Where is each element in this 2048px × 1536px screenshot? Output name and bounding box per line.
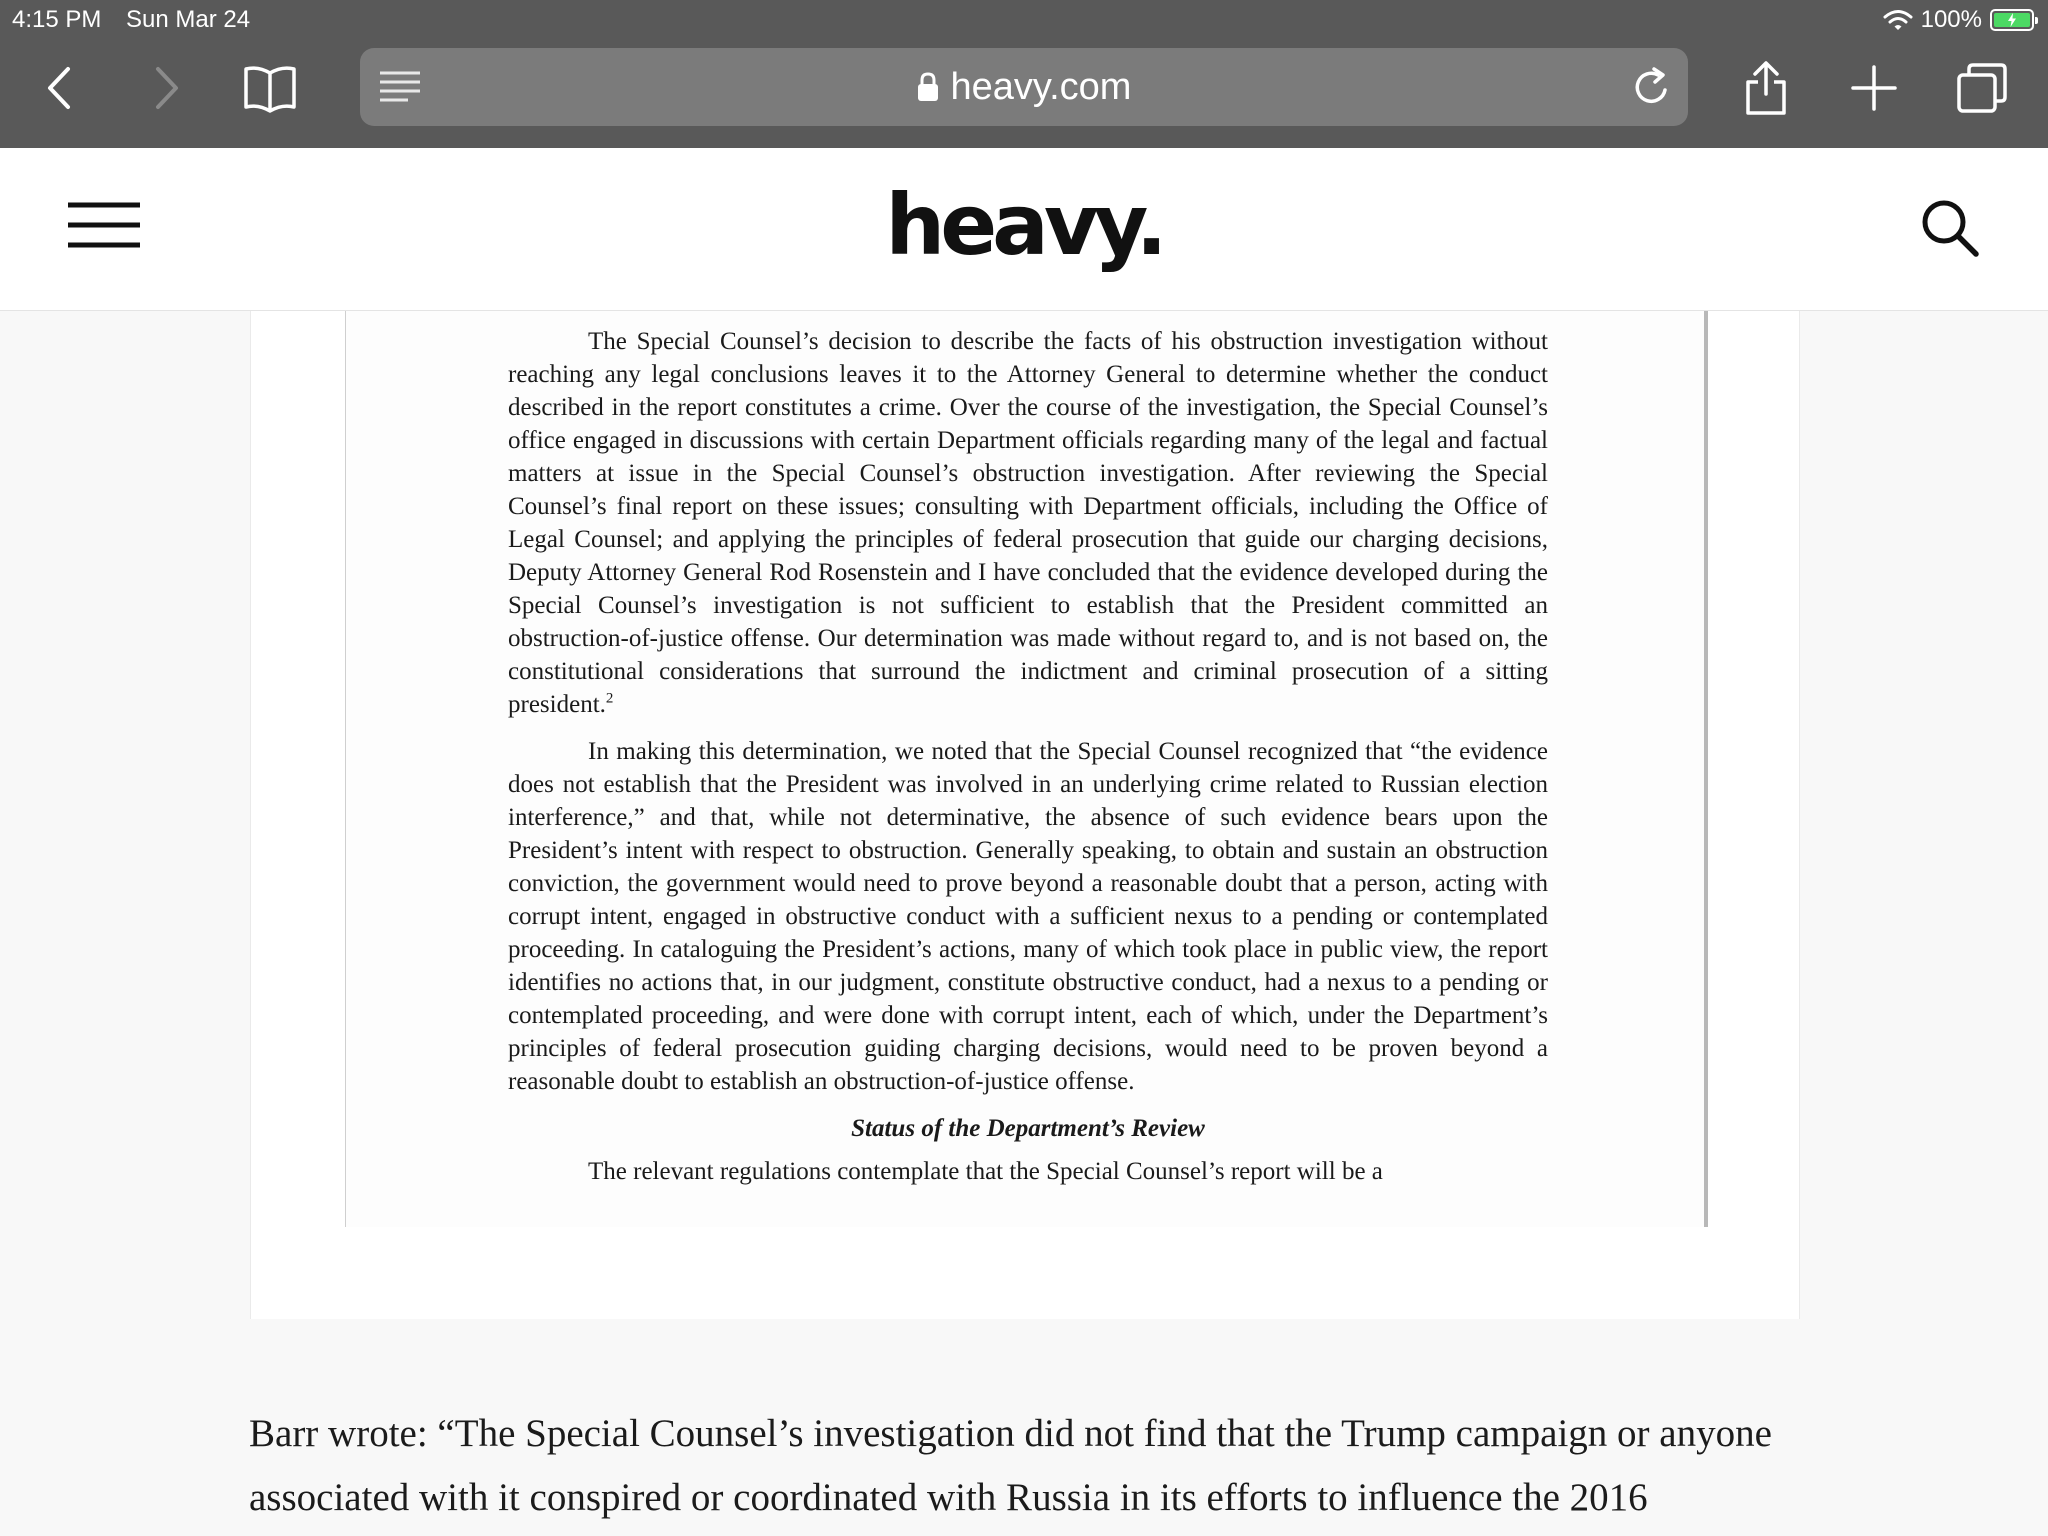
status-date: Sun Mar 24 <box>126 6 251 33</box>
new-tab-icon <box>1850 64 1898 112</box>
letter-section-heading: Status of the Department’s Review <box>851 1115 1205 1142</box>
search-icon <box>1920 198 1980 258</box>
letter-paragraph <box>508 325 1548 721</box>
share-button[interactable] <box>1730 52 1802 124</box>
tabs-icon <box>1956 62 2008 114</box>
new-tab-button[interactable] <box>1838 52 1910 124</box>
forward-icon <box>146 63 186 113</box>
reload-icon <box>1632 66 1672 108</box>
tabs-button[interactable] <box>1946 52 2018 124</box>
url-text: heavy.com <box>950 65 1132 108</box>
site-logo[interactable]: heavy. <box>885 176 1163 274</box>
safari-toolbar <box>0 0 2048 148</box>
article-body <box>249 1402 1799 1530</box>
site-header <box>0 148 2048 311</box>
back-button[interactable] <box>24 52 96 124</box>
reload-button[interactable] <box>1632 66 1672 113</box>
back-icon <box>40 63 80 113</box>
letter-paragraph: In making this determination, we noted that the Special Counsel recognized that “the evidence does not establish that the President was involved in an underlying crime related to Russian election interference,” and that, while not determinative, the absence of such evidence bears upon the President’s intent with respect to obstruction. Generally speaking, to obtain and sustain an obstruction conviction, the government would need to prove beyond a reasonable doubt that a person, acting with corrupt intent, engaged in obstructive conduct with a sufficient nexus to a pending or contemplated proceeding. In cataloguing the President’s actions, many of which took place in public view, the report identifies no actions that, in our judgment, constitute obstructive conduct, had a nexus to a pending or contemplated proceeding, and were done with corrupt intent, each of which, under the Department’s principles of federal prosecution guiding charging decisions, would need to be proven beyond a reasonable doubt to establish an obstruction-of-justice offense. <box>508 738 1548 1095</box>
status-indicators <box>1883 6 2034 34</box>
forward-button[interactable] <box>130 52 202 124</box>
search-button[interactable] <box>1920 198 1980 263</box>
wifi-icon <box>1883 9 1913 31</box>
bookmarks-button[interactable] <box>234 52 306 124</box>
embedded-document-image <box>250 311 1800 1319</box>
status-time: 4:15 PM <box>12 6 102 33</box>
battery-icon <box>1990 9 2034 31</box>
battery-percent: 100% <box>1920 6 1982 33</box>
address-bar[interactable] <box>360 48 1688 126</box>
url-display[interactable] <box>360 48 1688 126</box>
letter-paragraph-text: The Special Counsel’s decision to describe the facts of his obstruction investigation without reaching any legal conclusions leaves it to the Attorney General to determine whether the conduct described in the report constitutes a crime. Over the course of the investigation, the Special Counsel’s office engaged in discussions with certain Department officials regarding many of the legal and factual matters at issue in the Special Counsel’s obstruction investigation. After reviewing the Special Counsel’s final report on these issues; consulting with Department officials, including the Office of Legal Counsel; and applying the principles of federal prosecution that guide our charging decisions, Deputy Attorney General Rod Rosenstein and I have concluded that the evidence developed during the Special Counsel’s investigation is not sufficient to establish that the President committed an obstruction-of-justice offense. Our determination was made without regard to, and is not based on, the constitutional considerations that surround the indictment and criminal prosecution of a sitting president. <box>508 328 1548 718</box>
bookmarks-icon <box>242 63 298 113</box>
article-paragraph: Barr wrote: “The Special Counsel’s investigation did not find that the Trump campaign or anyone associated with it conspired or coordinated with Russia in its efforts to influence the 2016 <box>249 1412 1772 1519</box>
footnote-mark: 2 <box>605 690 614 707</box>
letter-page <box>345 311 1708 1227</box>
letter-paragraph-partial: The relevant regulations contemplate that the Special Counsel’s report will be a <box>588 1158 1383 1185</box>
letter-text <box>508 325 1548 1188</box>
share-icon <box>1744 60 1788 116</box>
lock-icon <box>917 72 939 102</box>
